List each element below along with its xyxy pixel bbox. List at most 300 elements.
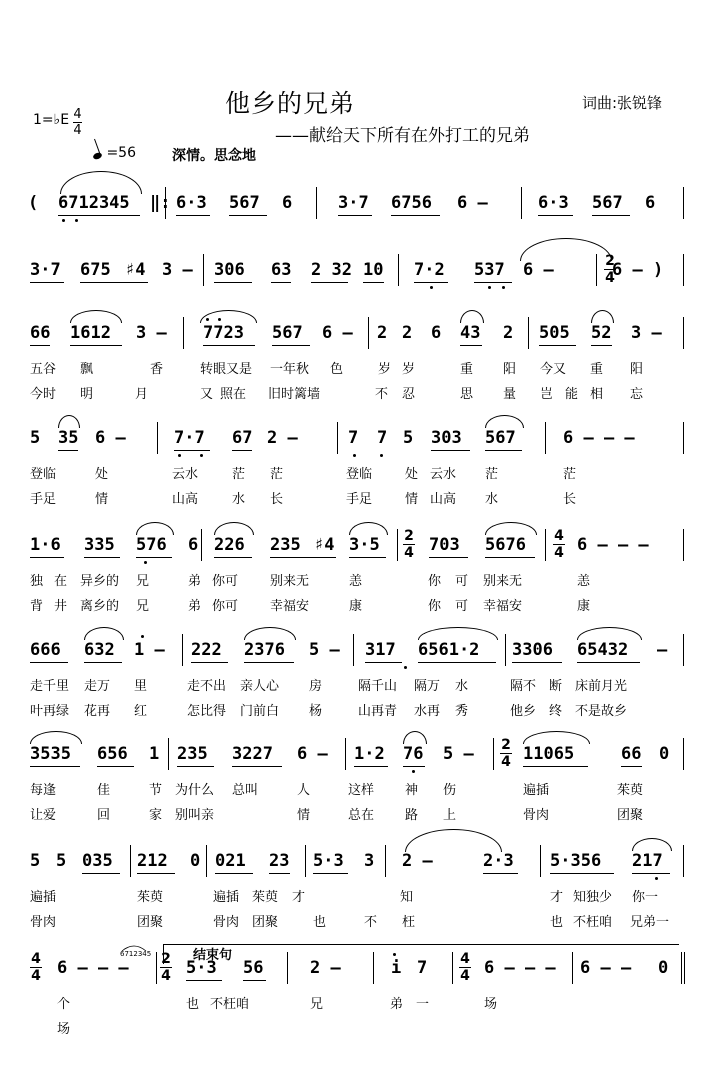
lyric-text: 处 xyxy=(405,467,419,482)
note-group: i xyxy=(391,958,402,978)
note-group: 52 xyxy=(591,323,612,343)
rhythm-underline xyxy=(429,557,468,558)
barline xyxy=(683,254,684,286)
rhythm-underline xyxy=(418,662,496,663)
time-top: 2 xyxy=(605,253,615,269)
time-top: 4 xyxy=(554,528,564,544)
time-signature-change xyxy=(160,952,172,983)
rhythm-underline xyxy=(215,873,253,874)
quarter-note-icon xyxy=(92,152,103,161)
lyric-text: 明 xyxy=(80,387,94,402)
rhythm-underline xyxy=(80,282,148,283)
lyric-text: 亲人心 xyxy=(240,679,280,694)
barline xyxy=(505,634,506,666)
time-top: 2 xyxy=(161,951,171,967)
barline xyxy=(201,529,202,561)
rhythm-underline xyxy=(214,282,252,283)
lyric-text: 骨肉 xyxy=(523,808,550,823)
lyric-text: 茫 xyxy=(270,467,284,482)
note-group: 6561·2 xyxy=(418,640,480,660)
slur-mark xyxy=(460,310,484,323)
lyric-text: 花再 xyxy=(84,704,111,719)
note-group: 5 – xyxy=(443,744,474,764)
barline xyxy=(165,187,166,219)
octave-dot xyxy=(62,219,65,222)
note-group: 6 – – – xyxy=(577,535,649,555)
slur-mark xyxy=(349,522,388,535)
lyric-text: 走千里 xyxy=(30,679,70,694)
lyric-text: 为什么 xyxy=(175,783,215,798)
note-group: ( xyxy=(28,193,39,213)
lyric-text: 兄弟一 xyxy=(630,915,670,930)
rhythm-underline xyxy=(592,215,630,216)
lyric-text: 在 xyxy=(54,574,68,589)
lyric-row-7-verse-2 xyxy=(0,804,703,822)
lyric-text: 一年秋 xyxy=(270,362,310,377)
tempo-value: =56 xyxy=(106,145,136,161)
lyric-text: 幸福安 xyxy=(270,599,310,614)
lyric-text: 岁 xyxy=(378,362,392,377)
note-group: 2 32 xyxy=(311,260,352,280)
lyric-text: 红 xyxy=(134,704,148,719)
note-group: 666 xyxy=(30,640,61,660)
slur-mark xyxy=(30,731,82,744)
barline xyxy=(385,845,386,877)
note-group: 5 xyxy=(30,851,41,871)
note-group: 35 xyxy=(58,428,79,448)
slur-mark xyxy=(418,627,498,640)
rhythm-underline xyxy=(474,282,512,283)
note-group: 235 xyxy=(177,744,208,764)
lyric-text: 不枉咱 xyxy=(210,997,250,1012)
note-group: 7·2 xyxy=(414,260,445,280)
slur-mark xyxy=(405,829,502,852)
key-signature xyxy=(33,107,82,138)
note-group: – xyxy=(657,640,668,660)
note-group: 6 – xyxy=(523,260,554,280)
lyric-text: 阳 xyxy=(503,362,517,377)
note-group: 5 – xyxy=(309,640,340,660)
note-group: 1·6 xyxy=(30,535,61,555)
lyric-text: 兄 xyxy=(136,599,150,614)
rhythm-underline xyxy=(403,766,425,767)
note-group: ♯4 xyxy=(125,260,146,280)
lyric-text: 兄 xyxy=(310,997,324,1012)
barline xyxy=(493,738,494,770)
notes-row-2 xyxy=(0,260,703,284)
note-group: 6712345 xyxy=(58,193,130,213)
note-group: 6 xyxy=(188,535,199,555)
lyric-text: 也 xyxy=(313,915,327,930)
rhythm-underline xyxy=(177,766,214,767)
barline xyxy=(183,317,184,349)
note-group: 675 xyxy=(80,260,111,280)
rhythm-underline xyxy=(30,662,68,663)
note-group: 0 xyxy=(190,851,201,871)
rhythm-underline xyxy=(137,873,175,874)
time-top: 4 xyxy=(73,107,82,122)
note-group: 6 – ) xyxy=(612,260,664,280)
lyric-text: 可 xyxy=(455,574,469,589)
lyric-text: 个 xyxy=(57,997,71,1012)
expression-marking: 深情。思念地 xyxy=(172,148,256,164)
rhythm-underline xyxy=(313,873,348,874)
rhythm-underline xyxy=(58,215,140,216)
rhythm-underline xyxy=(431,450,470,451)
lyric-text: 井 xyxy=(54,599,68,614)
rhythm-underline xyxy=(232,450,252,451)
barline xyxy=(305,845,306,877)
barline xyxy=(683,529,684,561)
barline xyxy=(683,317,684,349)
lyric-text: 你一 xyxy=(632,890,659,905)
octave-dot xyxy=(502,286,505,289)
note-group: 3·7 xyxy=(30,260,61,280)
rhythm-underline xyxy=(512,662,562,663)
lyric-text: 骨肉 xyxy=(30,915,57,930)
note-group: 6·3 xyxy=(538,193,569,213)
lyric-text: 总叫 xyxy=(232,783,259,798)
rhythm-underline xyxy=(176,215,210,216)
ending-label: 结束句 xyxy=(193,948,233,963)
note-group: 317 xyxy=(365,640,396,660)
notes-row-9 xyxy=(0,958,703,982)
lyric-text: 回 xyxy=(97,808,111,823)
lyric-text: 飘 xyxy=(80,362,94,377)
note-group: 537 xyxy=(474,260,505,280)
note-group: 576 xyxy=(136,535,167,555)
note-group: 303 xyxy=(431,428,462,448)
lyric-row-6-verse-1 xyxy=(0,675,703,693)
note-group: 2 – xyxy=(402,851,433,871)
note-group: 5 xyxy=(403,428,414,448)
barline xyxy=(168,738,169,770)
notes-row-5 xyxy=(0,535,703,559)
slur-mark xyxy=(632,838,672,851)
time-bottom: 4 xyxy=(605,270,615,286)
time-signature-change xyxy=(459,952,471,983)
time-bottom: 4 xyxy=(460,968,470,984)
note-group: 0 xyxy=(658,958,669,978)
rhythm-underline xyxy=(272,345,310,346)
rhythm-underline xyxy=(414,282,448,283)
barline xyxy=(521,187,522,219)
note-group: 6 xyxy=(645,193,656,213)
note-group: 2 xyxy=(377,323,388,343)
note-group: 1 – xyxy=(134,640,165,660)
note-group: 3227 xyxy=(232,744,273,764)
barline xyxy=(452,952,453,984)
note-group: 3·7 xyxy=(338,193,369,213)
lyric-text: 伤 xyxy=(443,783,457,798)
lyric-text: 也 xyxy=(186,997,200,1012)
ending-bracket-left xyxy=(163,944,164,964)
note-group: 567 xyxy=(485,428,516,448)
lyric-text: 云水 xyxy=(172,467,199,482)
lyric-text: 云水 xyxy=(430,467,457,482)
lyric-text: 重 xyxy=(460,362,474,377)
octave-dot xyxy=(412,770,415,773)
notes-row-1 xyxy=(0,193,703,217)
time-top: 4 xyxy=(460,951,470,967)
barline xyxy=(130,845,131,877)
rhythm-underline xyxy=(243,980,266,981)
lyric-text: 弟 xyxy=(188,574,202,589)
slur-mark xyxy=(403,731,427,744)
lyric-row-5-verse-2 xyxy=(0,595,703,613)
barline xyxy=(157,422,158,454)
rhythm-underline xyxy=(349,557,386,558)
note-group: ♯4 xyxy=(314,535,335,555)
note-group: 2376 xyxy=(244,640,285,660)
slur-mark xyxy=(84,627,124,640)
note-group: 63 xyxy=(271,260,292,280)
song-subtitle: ——献给天下所有在外打工的兄弟 xyxy=(275,126,530,146)
lyric-text: 走万 xyxy=(84,679,111,694)
note-group: 6 – xyxy=(95,428,126,448)
note-group: 2·3 xyxy=(483,851,514,871)
barline xyxy=(206,845,207,877)
barline xyxy=(337,422,338,454)
note-group: 7 xyxy=(348,428,359,448)
note-group: 23 xyxy=(269,851,290,871)
note-group: 306 xyxy=(214,260,245,280)
lyric-text: 手足 xyxy=(30,492,57,507)
note-group: 7 xyxy=(417,958,428,978)
note-group: 3 – xyxy=(631,323,662,343)
note-group: ‖: xyxy=(150,193,171,213)
note-group: 222 xyxy=(191,640,222,660)
octave-dot xyxy=(75,219,78,222)
time-signature-change xyxy=(30,952,42,983)
lyric-text: 怎比得 xyxy=(187,704,227,719)
lyric-text: 色 xyxy=(330,362,344,377)
rhythm-underline xyxy=(539,345,576,346)
notes-row-4 xyxy=(0,428,703,452)
note-group: 5676 xyxy=(485,535,526,555)
lyric-text: 离乡的 xyxy=(80,599,120,614)
time-signature-change xyxy=(553,529,565,560)
note-group: 567 xyxy=(592,193,623,213)
time-signature-change xyxy=(403,529,415,560)
note-group: 7 xyxy=(377,428,388,448)
lyric-text: 场 xyxy=(57,1022,71,1037)
lyric-text: 遍插 xyxy=(213,890,240,905)
rhythm-underline xyxy=(538,215,573,216)
barline xyxy=(398,254,399,286)
lyric-text: 场 xyxy=(484,997,498,1012)
lyric-text: 你 xyxy=(428,599,442,614)
lyric-text: 秀 xyxy=(455,704,469,719)
barline xyxy=(156,952,157,984)
lyric-text: 又 xyxy=(200,387,214,402)
lyric-text: 恙 xyxy=(577,574,591,589)
note-group: 6 – – – xyxy=(484,958,556,978)
lyric-text: 茱萸 xyxy=(137,890,164,905)
barline xyxy=(397,529,398,561)
slur-mark xyxy=(591,310,614,323)
lyric-text: 康 xyxy=(349,599,363,614)
lyric-text: 弟 xyxy=(188,599,202,614)
note-group: 567 xyxy=(272,323,303,343)
note-group: 335 xyxy=(84,535,115,555)
lyric-text: 人 xyxy=(297,783,311,798)
song-title: 他乡的兄弟 xyxy=(224,89,355,118)
barline xyxy=(528,317,529,349)
note-group: 7723 xyxy=(203,323,244,343)
lyric-text: 知独少 xyxy=(573,890,613,905)
note-group: 43 xyxy=(460,323,481,343)
rhythm-underline xyxy=(58,450,78,451)
barline xyxy=(345,738,346,770)
rhythm-underline xyxy=(363,282,384,283)
rhythm-underline xyxy=(229,215,267,216)
note-group: 1·2 xyxy=(354,744,385,764)
lyric-text: 转眼又是 xyxy=(200,362,253,377)
barline xyxy=(316,187,317,219)
octave-dot xyxy=(353,454,356,457)
cue-notes xyxy=(120,939,152,961)
rhythm-underline xyxy=(174,450,210,451)
note-group: 703 xyxy=(429,535,460,555)
lyric-text: 茫 xyxy=(485,467,499,482)
lyric-text: 别来无 xyxy=(483,574,523,589)
lyric-row-3-verse-2 xyxy=(0,383,703,401)
lyric-row-5-verse-1 xyxy=(0,570,703,588)
rhythm-underline xyxy=(523,766,588,767)
barline xyxy=(353,634,354,666)
lyric-text: 知 xyxy=(400,890,414,905)
octave-dot xyxy=(404,666,407,669)
lyric-text: 登临 xyxy=(30,467,57,482)
time-top: 2 xyxy=(501,737,511,753)
lyric-row-4-verse-2 xyxy=(0,488,703,506)
note-group: 6 xyxy=(431,323,442,343)
lyric-text: 康 xyxy=(577,599,591,614)
key-label: 1=♭E xyxy=(33,112,70,128)
rhythm-underline xyxy=(271,282,291,283)
lyric-text: 茱萸 xyxy=(252,890,279,905)
lyric-text: 遍插 xyxy=(30,890,57,905)
lyric-text: 茫 xyxy=(232,467,246,482)
note-group: 6 xyxy=(282,193,293,213)
lyric-row-8-verse-2 xyxy=(0,911,703,929)
time-bottom: 4 xyxy=(404,545,414,561)
note-group: 2 – xyxy=(310,958,341,978)
composer-credit: 词曲:张锐锋 xyxy=(582,94,663,112)
note-group: 5·356 xyxy=(550,851,602,871)
octave-dot xyxy=(200,454,203,457)
octave-dot xyxy=(218,318,221,321)
rhythm-underline xyxy=(30,766,80,767)
lyric-text: 他乡 xyxy=(510,704,537,719)
lyric-text: 神 xyxy=(405,783,419,798)
tempo-marking xyxy=(93,145,136,161)
lyric-text: 阳 xyxy=(630,362,644,377)
note-group: 6 – xyxy=(297,744,328,764)
note-group: 76 xyxy=(403,744,424,764)
time-top: 2 xyxy=(404,528,414,544)
lyric-text: 让爱 xyxy=(30,808,57,823)
rhythm-underline xyxy=(485,557,535,558)
note-group: 3 – xyxy=(162,260,193,280)
note-group: 3·5 xyxy=(349,535,380,555)
note-group: 5·3 xyxy=(186,958,217,978)
lyric-text: 异乡的 xyxy=(80,574,120,589)
note-group: 632 xyxy=(84,640,115,660)
time-signature xyxy=(73,108,82,137)
lyric-text: 团聚 xyxy=(137,915,164,930)
rhythm-underline xyxy=(621,766,642,767)
lyric-text: 山高 xyxy=(172,492,199,507)
rhythm-underline xyxy=(136,557,172,558)
rhythm-underline xyxy=(591,345,612,346)
lyric-text: 处 xyxy=(95,467,109,482)
note-group: 1612 xyxy=(70,323,111,343)
note-group: 212 xyxy=(137,851,168,871)
lyric-text: 幸福安 xyxy=(483,599,523,614)
lyric-text: 茫 xyxy=(563,467,577,482)
lyric-text: 独 xyxy=(30,574,44,589)
lyric-text: 忘 xyxy=(630,387,644,402)
rhythm-underline xyxy=(30,282,64,283)
rhythm-underline xyxy=(82,873,120,874)
barline xyxy=(681,952,682,984)
lyric-text: 才 xyxy=(292,890,306,905)
rhythm-underline xyxy=(84,557,120,558)
note-group: 021 xyxy=(215,851,246,871)
note-group: 6756 xyxy=(391,193,432,213)
time-top: 4 xyxy=(31,951,41,967)
lyric-text: 叶再绿 xyxy=(30,704,70,719)
lyric-text: 思 xyxy=(460,387,474,402)
lyric-text: 节 xyxy=(149,783,163,798)
note-group: 567 xyxy=(229,193,260,213)
lyric-text: 杨 xyxy=(309,704,323,719)
note-group: 11065 xyxy=(523,744,575,764)
lyric-text: 不枉咱 xyxy=(573,915,613,930)
rhythm-underline xyxy=(186,980,222,981)
lyric-text: 水 xyxy=(232,492,246,507)
slur-mark xyxy=(200,310,257,323)
barline xyxy=(683,738,684,770)
note-group: 65432 xyxy=(577,640,629,660)
note-group: 6 – xyxy=(457,193,488,213)
note-group: 2 xyxy=(503,323,514,343)
rhythm-underline xyxy=(338,215,372,216)
time-bottom: 4 xyxy=(161,968,171,984)
slur-mark xyxy=(520,238,612,261)
rhythm-underline xyxy=(203,345,255,346)
octave-dot xyxy=(206,318,209,321)
note-group: 6 – – – xyxy=(57,958,129,978)
octave-dot xyxy=(178,454,181,457)
lyric-text: 隔万 xyxy=(414,679,441,694)
lyric-text: 今时 xyxy=(30,387,57,402)
lyric-text: 岁 xyxy=(402,362,416,377)
lyric-row-4-verse-1 xyxy=(0,463,703,481)
rhythm-underline xyxy=(269,873,290,874)
barline xyxy=(287,952,288,984)
lyric-text: 五谷 xyxy=(30,362,57,377)
slur-mark xyxy=(58,415,80,428)
lyric-text: 枉 xyxy=(402,915,416,930)
time-bottom: 4 xyxy=(31,968,41,984)
slur-mark xyxy=(523,731,590,744)
lyric-text: 山高 xyxy=(430,492,457,507)
barline xyxy=(683,187,684,219)
lyric-text: 也 xyxy=(550,915,564,930)
